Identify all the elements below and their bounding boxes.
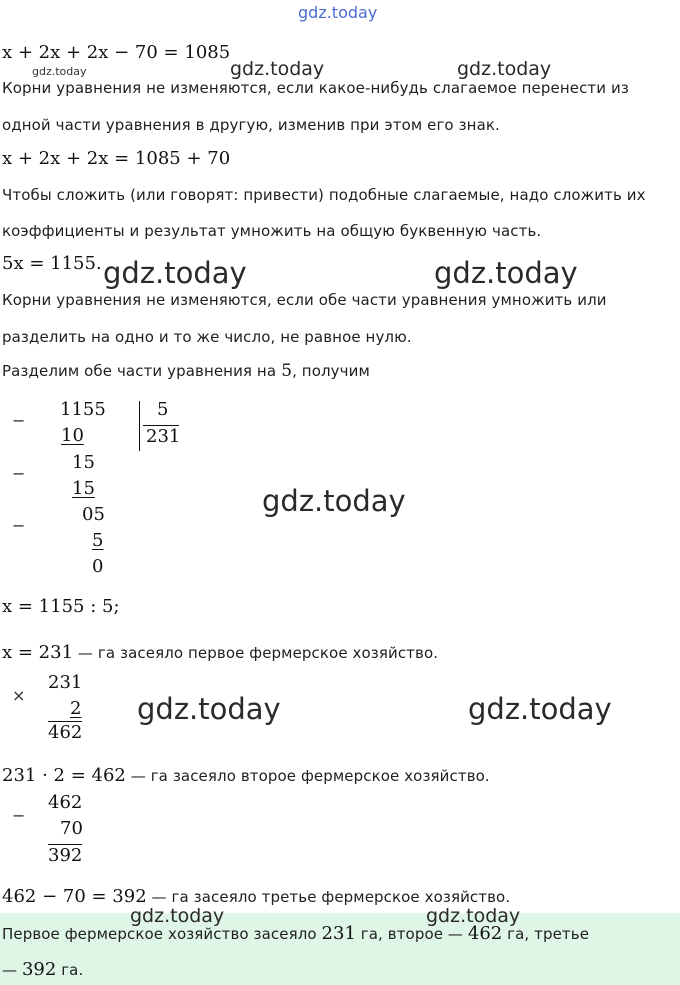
product-line [48, 721, 82, 722]
rule-1-line-2: одной части уравнения в другую, изменив при этом его знак. [2, 116, 500, 134]
difference-line [48, 844, 82, 845]
division-bar [139, 401, 140, 451]
watermark: gdz.today [434, 256, 578, 290]
result-2-math: 231 · 2 = 462 [2, 765, 126, 786]
subtrahend-3: 5 [92, 530, 104, 551]
watermark-small: gdz.today [32, 65, 87, 78]
answer-line-1 [2, 923, 589, 944]
watermark: gdz.today [468, 692, 612, 726]
quotient: 231 [146, 426, 181, 447]
rule-3-line-1: Корни уравнения не изменяются, если обе части уравнения умножить или [2, 291, 607, 309]
divide-text: Разделим обе части уравнения на [2, 362, 277, 380]
result-1-math: x = 231 [2, 642, 74, 663]
divisor: 5 [157, 399, 169, 420]
result-2-text: — га засеяло второе фермерское хозяйство. [125, 767, 490, 785]
answer-value-1: 231 [321, 923, 356, 944]
factor-b: 2 [70, 698, 82, 719]
divide-tail: , получим [292, 362, 370, 380]
answer-text: га, второе — [355, 925, 468, 943]
rule-1-line-1: Корни уравнения не изменяются, если какое-нибудь слагаемое перенести из [2, 79, 629, 97]
minus-sign: − [12, 464, 26, 483]
factor-a: 231 [48, 672, 83, 693]
result-1 [2, 642, 438, 663]
subtrahend-1: 10 [61, 425, 84, 446]
result-2 [2, 765, 490, 786]
equation-2: x + 2x + 2x = 1085 + 70 [2, 148, 231, 169]
multiply-sign: × [12, 686, 26, 705]
answer-value-3: 392 [21, 959, 57, 980]
subtrahend-2: 15 [72, 478, 95, 499]
answer-value-2: 462 [467, 923, 503, 944]
watermark: gdz.today [130, 905, 225, 927]
result-3-math: 462 − 70 = 392 [2, 886, 147, 907]
final-remainder: 0 [92, 556, 104, 577]
watermark: gdz.today [137, 692, 281, 726]
remainder-1: 15 [72, 452, 95, 473]
watermark-top: gdz.today [298, 3, 378, 22]
watermark: gdz.today [457, 58, 552, 80]
answer-text: га, третье [502, 925, 590, 943]
product: 462 [48, 722, 83, 743]
watermark: gdz.today [426, 905, 521, 927]
result-3 [2, 886, 510, 907]
answer-text: Первое фермерское хозяйство засеяло [2, 925, 322, 943]
equation-1: x + 2x + 2x − 70 = 1085 [2, 42, 231, 63]
result-3-text: — га засеяло третье фермерское хозяйство. [146, 888, 511, 906]
rule-2-line-1: Чтобы сложить (или говорят: привести) подобные слагаемые, надо сложить их [2, 186, 646, 204]
minus-sign: − [12, 516, 26, 535]
minus-sign: − [12, 411, 26, 430]
rule-3-line-2: разделить на одно и то же число, не равное нулю. [2, 328, 412, 346]
divide-number: 5 [281, 361, 293, 381]
divide-instruction [2, 361, 370, 381]
difference: 392 [48, 845, 83, 866]
subtrahend: 70 [60, 818, 83, 839]
minuend: 462 [48, 792, 83, 813]
rule-2-line-2: коэффициенты и результат умножить на общую буквенную часть. [2, 222, 542, 240]
answer-line-2 [2, 959, 83, 980]
equation-3: 5x = 1155. [2, 253, 102, 274]
equation-4: x = 1155 : 5; [2, 596, 120, 617]
answer-text: га. [56, 961, 84, 979]
result-1-text: — га засеяло первое фермерское хозяйство. [73, 644, 439, 662]
minus-sign: − [12, 806, 26, 825]
watermark: gdz.today [103, 256, 247, 290]
remainder-2: 05 [82, 504, 105, 525]
watermark: gdz.today [230, 58, 325, 80]
dividend: 1155 [60, 399, 106, 420]
answer-text: — [2, 961, 22, 979]
watermark: gdz.today [262, 484, 406, 518]
